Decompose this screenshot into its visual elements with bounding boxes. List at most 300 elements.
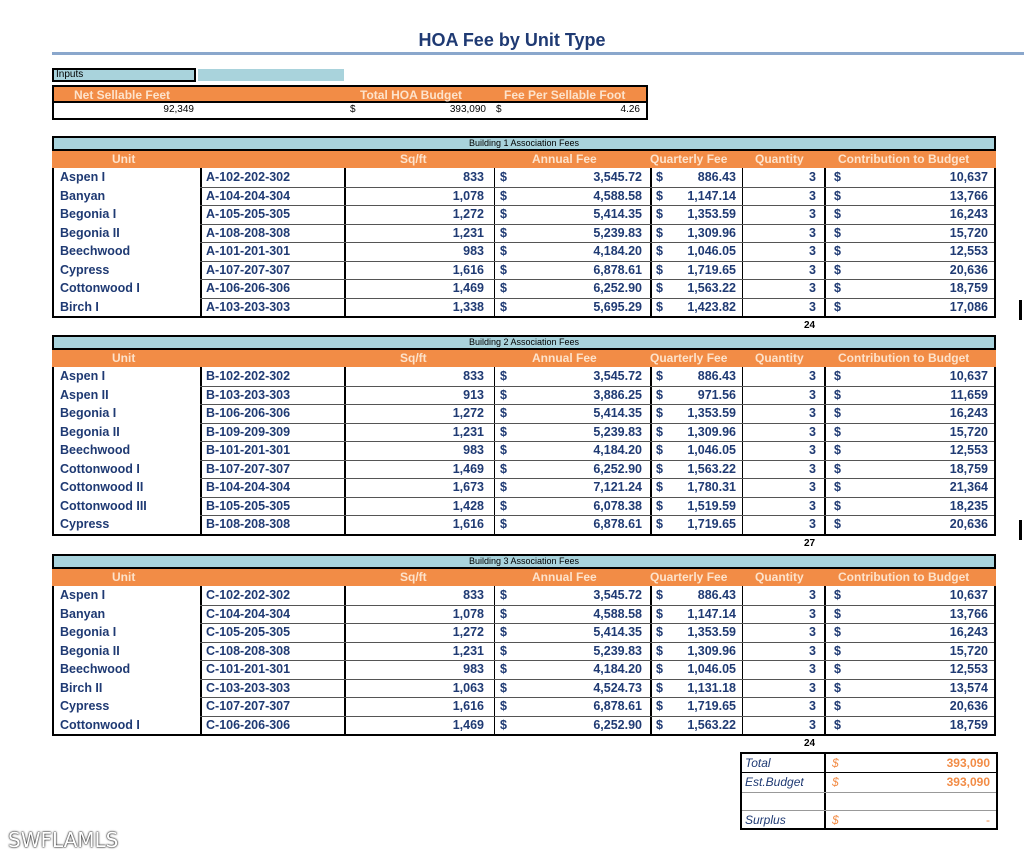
table-body	[52, 168, 996, 318]
total-label: Total	[745, 756, 771, 770]
cell-contrib: 13,574	[949, 680, 988, 695]
column-header: Annual Fee	[532, 570, 597, 584]
cell-code: B-102-202-302	[206, 369, 291, 383]
table-row	[54, 224, 994, 243]
cell-quarterly: 1,309.96	[687, 225, 736, 240]
column-header: Quarterly Fee	[650, 152, 728, 166]
column-header: Sq/ft	[400, 351, 427, 365]
cell-dollar: $	[834, 480, 841, 494]
cell-code: A-105-205-305	[206, 207, 291, 221]
cell-dollar: $	[834, 299, 841, 314]
cell-contrib: 15,720	[949, 225, 988, 240]
row-divider	[200, 478, 994, 479]
cell-name: Birch II	[60, 680, 103, 695]
cell-sqft: 1,616	[452, 699, 484, 713]
cell-dollar: $	[656, 424, 663, 439]
cell-dollar: $	[500, 480, 507, 494]
cell-dollar: $	[656, 244, 663, 258]
row-divider	[200, 716, 994, 717]
cell-dollar: $	[500, 662, 507, 676]
column-header: Quantity	[755, 351, 804, 365]
cell-dollar: $	[500, 443, 507, 457]
row-divider	[200, 679, 994, 680]
cell-annual: 4,588.58	[593, 606, 642, 621]
cell-dollar: $	[500, 699, 507, 713]
inputs-header	[52, 85, 648, 103]
cell-dollar: $	[500, 188, 507, 203]
cell-code: B-103-203-303	[206, 387, 291, 402]
row-divider	[200, 605, 994, 606]
cell-name: Begonia I	[60, 406, 117, 420]
cell-contrib: 10,637	[949, 170, 988, 184]
cell-qty: 3	[809, 517, 816, 531]
cell-qty: 3	[809, 244, 816, 258]
table-row	[54, 586, 994, 605]
cell-qty: 3	[809, 680, 816, 695]
table-row	[54, 205, 994, 224]
row-divider	[200, 224, 994, 225]
cell-dollar: $	[656, 225, 663, 240]
cell-annual: 3,545.72	[593, 170, 642, 184]
building-title: Building 2 Association Fees	[52, 335, 996, 350]
building-table-1	[52, 136, 996, 331]
cell-annual: 4,184.20	[593, 662, 642, 676]
cell-dollar: $	[656, 461, 663, 476]
cell-dollar: $	[656, 662, 663, 676]
cell-annual: 3,545.72	[593, 588, 642, 602]
cell-sqft: 1,616	[452, 262, 484, 277]
table-row	[54, 187, 994, 206]
cell-name: Aspen II	[60, 387, 109, 402]
cell-code: C-102-202-302	[206, 588, 291, 602]
table-row	[54, 697, 994, 716]
row-divider	[200, 298, 994, 299]
table-row	[54, 279, 994, 298]
cell-dollar: $	[500, 717, 507, 732]
row-divider	[200, 261, 994, 262]
row-divider	[200, 460, 994, 461]
cell-dollar: $	[500, 498, 507, 513]
column-header: Contribution to Budget	[838, 570, 970, 584]
cell-dollar: $	[656, 699, 663, 713]
cell-name: Beechwood	[60, 443, 131, 457]
table-row	[54, 367, 994, 386]
cell-dollar: $	[656, 588, 663, 602]
cell-name: Cottonwood III	[60, 498, 147, 513]
cell-contrib: 20,636	[949, 262, 988, 277]
cell-quarterly: 1,719.65	[687, 699, 736, 713]
cell-code: B-107-207-307	[206, 461, 291, 476]
cell-code: B-101-201-301	[206, 443, 291, 457]
cell-quarterly: 1,353.59	[687, 207, 736, 221]
cell-name: Beechwood	[60, 662, 131, 676]
cell-qty: 3	[809, 281, 816, 295]
cell-quarterly: 1,423.82	[687, 299, 736, 314]
cell-dollar: $	[656, 170, 663, 184]
cell-name: Birch I	[60, 299, 99, 314]
cell-quarterly: 886.43	[697, 588, 736, 602]
cell-quarterly: 1,353.59	[687, 625, 736, 639]
cell-qty: 3	[809, 443, 816, 457]
cell-sqft: 913	[463, 387, 484, 402]
cell-name: Banyan	[60, 606, 106, 621]
table-row	[54, 261, 994, 280]
cell-annual: 5,239.83	[593, 643, 642, 658]
cell-code: C-106-206-306	[206, 717, 291, 732]
cell-quarterly: 1,563.22	[687, 461, 736, 476]
cell-qty: 3	[809, 225, 816, 240]
surplus-label: Surplus	[745, 813, 786, 827]
cell-contrib: 17,086	[949, 299, 988, 314]
cell-name: Aspen I	[60, 588, 106, 602]
cell-contrib: 10,637	[949, 369, 988, 383]
cell-quarterly: 886.43	[697, 170, 736, 184]
cell-dollar: $	[834, 680, 841, 695]
row-divider	[200, 205, 994, 206]
column-header: Sq/ft	[400, 570, 427, 584]
cell-dollar: $	[500, 262, 507, 277]
table-row	[54, 386, 994, 405]
cell-qty: 3	[809, 262, 816, 277]
building-table-3	[52, 554, 996, 749]
inputs-values	[52, 103, 648, 120]
cell-dollar: $	[834, 662, 841, 676]
totals-divider	[824, 754, 826, 828]
header-fee-per-foot: Fee Per Sellable Foot	[504, 88, 626, 102]
cell-name: Aspen I	[60, 369, 106, 383]
cell-dollar: $	[656, 498, 663, 513]
cell-sqft: 1,469	[452, 281, 484, 295]
cell-contrib: 11,659	[950, 387, 988, 402]
cell-annual: 7,121.24	[593, 480, 642, 494]
cell-dollar: $	[500, 680, 507, 695]
cell-name: Begonia II	[60, 424, 120, 439]
cell-qty: 3	[809, 369, 816, 383]
cell-qty: 3	[809, 625, 816, 639]
cell-code: B-105-205-305	[206, 498, 291, 513]
cell-dollar: $	[500, 424, 507, 439]
table-row	[54, 642, 994, 661]
cell-sqft: 1,078	[452, 606, 484, 621]
cell-dollar: $	[834, 281, 841, 295]
cell-qty: 3	[809, 643, 816, 658]
cell-sqft: 1,231	[452, 643, 484, 658]
cell-annual: 5,239.83	[593, 424, 642, 439]
cell-qty: 3	[809, 662, 816, 676]
building-title: Building 3 Association Fees	[52, 554, 996, 569]
cell-name: Cottonwood II	[60, 480, 144, 494]
column-header: Sq/ft	[400, 152, 427, 166]
column-header-row	[52, 350, 996, 367]
cell-dollar: $	[656, 643, 663, 658]
cell-sqft: 1,272	[452, 207, 484, 221]
cell-annual: 3,886.25	[593, 387, 642, 402]
cell-dollar: $	[500, 461, 507, 476]
column-header-row	[52, 151, 996, 168]
totals-box	[740, 752, 998, 830]
cell-quarterly: 1,719.65	[687, 262, 736, 277]
cell-sqft: 833	[463, 369, 484, 383]
cell-dollar: $	[834, 606, 841, 621]
cell-sqft: 1,078	[452, 188, 484, 203]
cell-dollar: $	[834, 588, 841, 602]
cell-quarterly: 1,353.59	[687, 406, 736, 420]
cell-dollar: $	[500, 369, 507, 383]
cell-sqft: 1,272	[452, 406, 484, 420]
cell-qty: 3	[809, 699, 816, 713]
cell-sqft: 1,272	[452, 625, 484, 639]
cell-code: B-109-209-309	[206, 424, 291, 439]
row-divider	[200, 279, 994, 280]
cell-contrib: 13,766	[949, 188, 988, 203]
cell-dollar: $	[656, 443, 663, 457]
header-total-hoa-budget: Total HOA Budget	[360, 88, 462, 102]
fee-per-foot-value: 4.26	[620, 104, 640, 115]
cell-dollar: $	[500, 625, 507, 639]
row-divider	[200, 187, 994, 188]
cell-dollar: $	[834, 517, 841, 531]
cell-qty: 3	[809, 480, 816, 494]
cell-code: C-107-207-307	[206, 699, 291, 713]
cell-name: Banyan	[60, 188, 106, 203]
cell-dollar: $	[656, 369, 663, 383]
budget-dollar-sign: $	[832, 775, 839, 789]
budget-dollar: $	[350, 104, 356, 115]
cell-qty: 3	[809, 606, 816, 621]
table-row	[54, 679, 994, 698]
cell-dollar: $	[656, 406, 663, 420]
cell-qty: 3	[809, 299, 816, 314]
column-header: Contribution to Budget	[838, 152, 970, 166]
cell-annual: 4,184.20	[593, 443, 642, 457]
total-hoa-budget-value: 393,090	[449, 104, 486, 115]
cell-name: Cottonwood I	[60, 281, 140, 295]
cell-dollar: $	[500, 170, 507, 184]
table-row	[54, 298, 994, 317]
cell-dollar: $	[834, 225, 841, 240]
row-divider	[200, 497, 994, 498]
cell-quarterly: 1,046.05	[687, 443, 736, 457]
cell-qty: 3	[809, 188, 816, 203]
cell-dollar: $	[656, 606, 663, 621]
row-divider	[200, 441, 994, 442]
surplus-value: -	[986, 813, 990, 827]
cell-code: A-103-203-303	[206, 299, 291, 314]
cell-dollar: $	[656, 717, 663, 732]
cell-qty: 3	[809, 170, 816, 184]
cell-annual: 5,414.35	[593, 406, 642, 420]
column-header: Unit	[112, 351, 136, 365]
cell-code: A-107-207-307	[206, 262, 291, 277]
cell-dollar: $	[500, 207, 507, 221]
cell-quarterly: 1,046.05	[687, 662, 736, 676]
row-divider	[200, 623, 994, 624]
cell-dollar: $	[656, 281, 663, 295]
cell-quarterly: 1,046.05	[687, 244, 736, 258]
cell-dollar: $	[834, 625, 841, 639]
table-row	[54, 478, 994, 497]
cell-qty: 3	[809, 498, 816, 513]
row-divider	[200, 404, 994, 405]
inputs-fill	[198, 69, 344, 81]
row-divider	[200, 642, 994, 643]
cell-dollar: $	[834, 498, 841, 513]
cell-dollar: $	[500, 281, 507, 295]
cell-quarterly: 1,563.22	[687, 281, 736, 295]
surplus-dollar: $	[832, 813, 839, 827]
cell-code: A-102-202-302	[206, 170, 291, 184]
cell-annual: 6,878.61	[593, 517, 642, 531]
cell-annual: 4,184.20	[593, 244, 642, 258]
row-divider	[200, 386, 994, 387]
cell-quarterly: 1,147.14	[687, 606, 736, 621]
cell-dollar: $	[656, 299, 663, 314]
cell-code: B-104-204-304	[206, 480, 291, 494]
cell-dollar: $	[834, 170, 841, 184]
cell-sqft: 1,338	[452, 299, 484, 314]
cell-sqft: 983	[463, 443, 484, 457]
column-header: Quarterly Fee	[650, 351, 728, 365]
quantity-total: 24	[804, 738, 816, 749]
column-header: Annual Fee	[532, 351, 597, 365]
cell-dollar: $	[500, 387, 507, 402]
net-sellable-feet-value: 92,349	[163, 104, 194, 115]
cell-code: A-108-208-308	[206, 225, 291, 240]
cell-quarterly: 1,147.14	[687, 188, 736, 203]
edge-mark	[1019, 520, 1022, 540]
cell-quarterly: 971.56	[697, 387, 736, 402]
cell-dollar: $	[656, 680, 663, 695]
table-row	[54, 242, 994, 261]
cell-quarterly: 1,309.96	[687, 424, 736, 439]
cell-code: B-108-208-308	[206, 517, 291, 531]
cell-sqft: 983	[463, 662, 484, 676]
cell-quarterly: 1,519.59	[687, 498, 736, 513]
cell-dollar: $	[500, 299, 507, 314]
totals-row-line	[742, 772, 996, 773]
table-row	[54, 441, 994, 460]
cell-qty: 3	[809, 387, 816, 402]
row-divider	[200, 660, 994, 661]
cell-sqft: 1,231	[452, 424, 484, 439]
inputs-label-text: Inputs	[56, 69, 84, 80]
cell-dollar: $	[834, 443, 841, 457]
cell-dollar: $	[500, 406, 507, 420]
cell-dollar: $	[834, 387, 841, 402]
cell-code: B-106-206-306	[206, 406, 291, 420]
cell-dollar: $	[656, 188, 663, 203]
cell-annual: 4,588.58	[593, 188, 642, 203]
cell-quarterly: 886.43	[697, 369, 736, 383]
cell-code: C-104-204-304	[206, 606, 291, 621]
table-row	[54, 716, 994, 735]
cell-sqft: 833	[463, 170, 484, 184]
totals-row-line	[742, 792, 996, 793]
cell-quarterly: 1,780.31	[687, 480, 736, 494]
cell-dollar: $	[656, 262, 663, 277]
cell-quarterly: 1,563.22	[687, 717, 736, 732]
cell-code: C-103-203-303	[206, 680, 291, 695]
cell-name: Begonia I	[60, 625, 117, 639]
cell-contrib: 13,766	[949, 606, 988, 621]
cell-dollar: $	[500, 244, 507, 258]
table-row	[54, 623, 994, 642]
row-divider	[200, 515, 994, 516]
cell-annual: 6,252.90	[593, 461, 642, 476]
quantity-total: 24	[804, 320, 816, 331]
cell-dollar: $	[656, 387, 663, 402]
budget-value: 393,090	[946, 775, 990, 789]
cell-dollar: $	[656, 517, 663, 531]
budget-label: Est.Budget	[745, 775, 804, 789]
cell-dollar: $	[834, 207, 841, 221]
cell-contrib: 18,759	[949, 461, 988, 476]
cell-qty: 3	[809, 461, 816, 476]
table-body	[52, 367, 996, 536]
cell-sqft: 1,673	[452, 480, 484, 494]
cell-sqft: 983	[463, 244, 484, 258]
cell-name: Beechwood	[60, 244, 131, 258]
cell-code: A-101-201-301	[206, 244, 291, 258]
cell-sqft: 1,469	[452, 461, 484, 476]
cell-annual: 5,239.83	[593, 225, 642, 240]
column-header: Quantity	[755, 152, 804, 166]
table-row	[54, 460, 994, 479]
cell-annual: 6,252.90	[593, 281, 642, 295]
cell-contrib: 15,720	[949, 424, 988, 439]
cell-dollar: $	[834, 699, 841, 713]
cell-dollar: $	[500, 517, 507, 531]
column-header: Quantity	[755, 570, 804, 584]
total-value: 393,090	[946, 756, 990, 770]
cell-dollar: $	[834, 424, 841, 439]
cell-dollar: $	[834, 244, 841, 258]
cell-sqft: 1,428	[452, 498, 484, 513]
table-row	[54, 605, 994, 624]
header-net-sellable-feet: Net Sellable Feet	[74, 88, 171, 102]
cell-sqft: 1,231	[452, 225, 484, 240]
cell-contrib: 12,553	[949, 662, 988, 676]
cell-quarterly: 1,309.96	[687, 643, 736, 658]
cell-contrib: 20,636	[949, 517, 988, 531]
cell-dollar: $	[834, 461, 841, 476]
cell-dollar: $	[834, 262, 841, 277]
column-header-row	[52, 569, 996, 586]
cell-name: Cypress	[60, 262, 110, 277]
cell-annual: 6,078.38	[593, 498, 642, 513]
row-divider	[200, 423, 994, 424]
cell-dollar: $	[656, 480, 663, 494]
cell-sqft: 1,063	[452, 680, 484, 695]
cell-qty: 3	[809, 588, 816, 602]
quantity-total: 27	[804, 537, 816, 549]
cell-dollar: $	[834, 717, 841, 732]
cell-qty: 3	[809, 424, 816, 439]
table-row	[54, 168, 994, 187]
table-row	[54, 497, 994, 516]
cell-quarterly: 1,131.18	[687, 680, 736, 695]
cell-name: Cottonwood I	[60, 717, 140, 732]
cell-code: A-104-204-304	[206, 188, 291, 203]
column-header: Quarterly Fee	[650, 570, 728, 584]
cell-name: Begonia II	[60, 225, 120, 240]
cell-annual: 3,545.72	[593, 369, 642, 383]
total-dollar: $	[832, 756, 839, 770]
row-divider	[200, 242, 994, 243]
column-header: Contribution to Budget	[838, 351, 970, 365]
cell-dollar: $	[834, 406, 841, 420]
cell-qty: 3	[809, 207, 816, 221]
